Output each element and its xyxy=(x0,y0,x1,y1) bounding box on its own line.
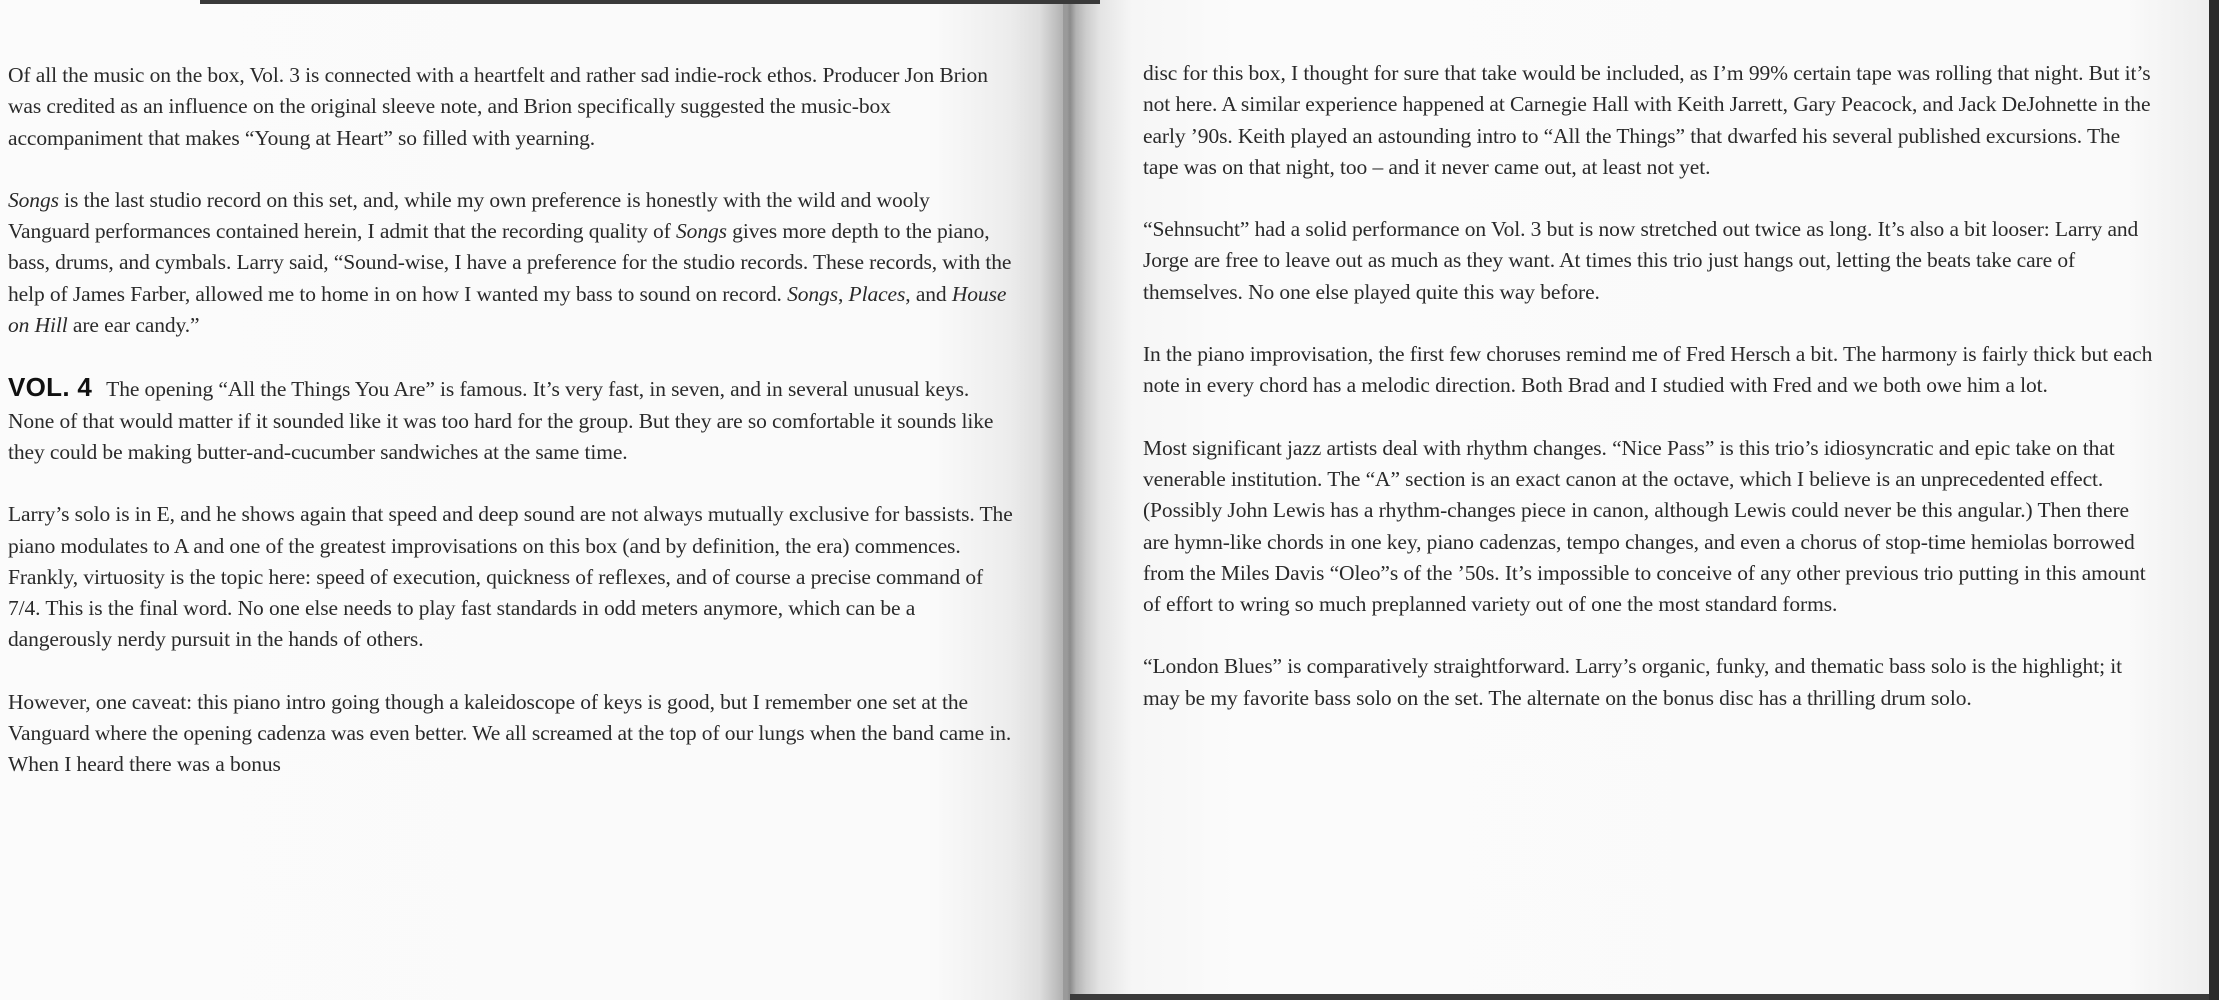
paragraph-songs xyxy=(8,185,1013,341)
album-title-places: Places xyxy=(848,281,906,306)
paragraph-songs-text-c: , xyxy=(837,281,849,306)
left-page xyxy=(0,0,1063,1000)
paragraph-larry-solo: Larry’s solo is in E, and he shows again that speed and deep sound are not always mutually exclusive for bassists. The piano modulates to A and one of the greatest improvisations on this box (and by definition, the era) commences. Frankly, virtuosity is the topic here: speed of execution, quickness of reflexes, and of course a precise command of 7/4. This is the final word. No one else needs to play fast standards in odd meters anymore, which can be a dangerously nerdy pursuit in the hands of others. xyxy=(8,502,1013,652)
paragraph-songs-text-e: are ear candy.” xyxy=(67,313,200,338)
paragraph-songs-text-a: is the last studio record on this set, and, while my own preference is honestly with the wild and wooly Vanguard performances contained herein, I admit that the recording quality of xyxy=(8,187,930,244)
paragraph-bonus-disc: disc for this box, I thought for sure that take would be included, as I’m 99% certain tape was rolling that night. But it’s not here. A similar experience happened at Carnegie Hall with Keith Jarrett, Gary Peacock, and Jack DeJohnette in the early ’90s. Keith played an astounding intro to “All the Things” that dwarfed his several published excursions. The tape was on that night, too – and it never came out, at least not yet. xyxy=(1143,61,2151,179)
paragraph-songs-text-d: , and xyxy=(905,281,952,306)
paragraph-piano-improvisation: In the piano improvisation, the first few choruses remind me of Fred Hersch a bit. The harmony is fairly thick but each note in every chord has a melodic direction. Both Brad and I studied with Fred and we both owe him a lot. xyxy=(1143,342,2153,398)
paragraph-sehnsucht: “Sehnsucht” had a solid performance on Vol. 3 but is now stretched out twice as long. It’s also a bit looser: Larry and Jorge are free to leave out as much as they want. At times this trio just hangs out, letting the beats take care of themselves. No one else played quite this way before. xyxy=(1143,217,2139,304)
top-page-edge xyxy=(200,0,1100,4)
paragraph-vol4 xyxy=(8,372,1013,468)
paragraph-london-blues: “London Blues” is comparatively straightforward. Larry’s organic, funky, and thematic bass solo is the highlight; it may be my favorite bass solo on the set. The alternate on the bonus disc has a thrilling drum solo. xyxy=(1143,654,2122,710)
paragraph-rhythm-changes: Most significant jazz artists deal with rhythm changes. “Nice Pass” is this trio’s idiosyncratic and epic take on that venerable institution. The “A” section is an exact canon at the octave, which I believe is an unprecedented effect. (Possibly John Lewis has a rhythm-changes piece in canon, although Lewis could never be this angular.) Then there are hymn-like chords in one key, piano cadenzas, tempo changes, and even a chorus of stop-time hemiolas borrowed from the Miles Davis “Oleo”s of the ’50s. It’s impossible to conceive of any other previous trio putting in this amount of effort to wring so much preplanned variety out of one the most standard forms. xyxy=(1143,435,2146,617)
right-page xyxy=(1063,0,2219,1000)
section-heading-vol4: VOL. 4 xyxy=(8,372,93,403)
album-title-house-on-hill: House on Hill xyxy=(8,281,1007,338)
paragraph-vol4-text: The opening “All the Things You Are” is famous. It’s very fast, in seven, and in several unusual keys. None of that would matter if it sounded like it was too hard for the group. But they are so comfortable it sounds like they could be making butter-and-cucumber sandwiches at the same time. xyxy=(8,377,994,464)
album-title-songs: Songs xyxy=(8,187,59,212)
paragraph-caveat: However, one caveat: this piano intro going though a kaleidoscope of keys is good, but I remember one set at the Vanguard where the opening cadenza was even better. We all screamed at the top of our lungs when the band came in. When I heard there was a bonus xyxy=(8,689,1012,777)
bottom-page-edge xyxy=(1070,994,2209,1000)
album-title-songs-3: Songs xyxy=(787,281,838,306)
album-title-songs-2: Songs xyxy=(676,219,727,244)
right-page-edge xyxy=(2209,0,2219,1000)
paragraph-songs-text-b: gives more depth to the piano, bass, drums, and cymbals. Larry said, “Sound-wise, I have a preference for the studio records. These records, with the help of James Farber, allowed me to home in on how I wanted my bass to sound on record. xyxy=(8,219,1012,306)
paragraph-vol3-ethos: Of all the music on the box, Vol. 3 is connected with a heartfelt and rather sad indie-rock ethos. Producer Jon Brion was credited as an influence on the original sleeve note, and Brion specifically suggested the music-box accompaniment that makes “Young at Heart” so filled with yearning. xyxy=(8,63,988,150)
